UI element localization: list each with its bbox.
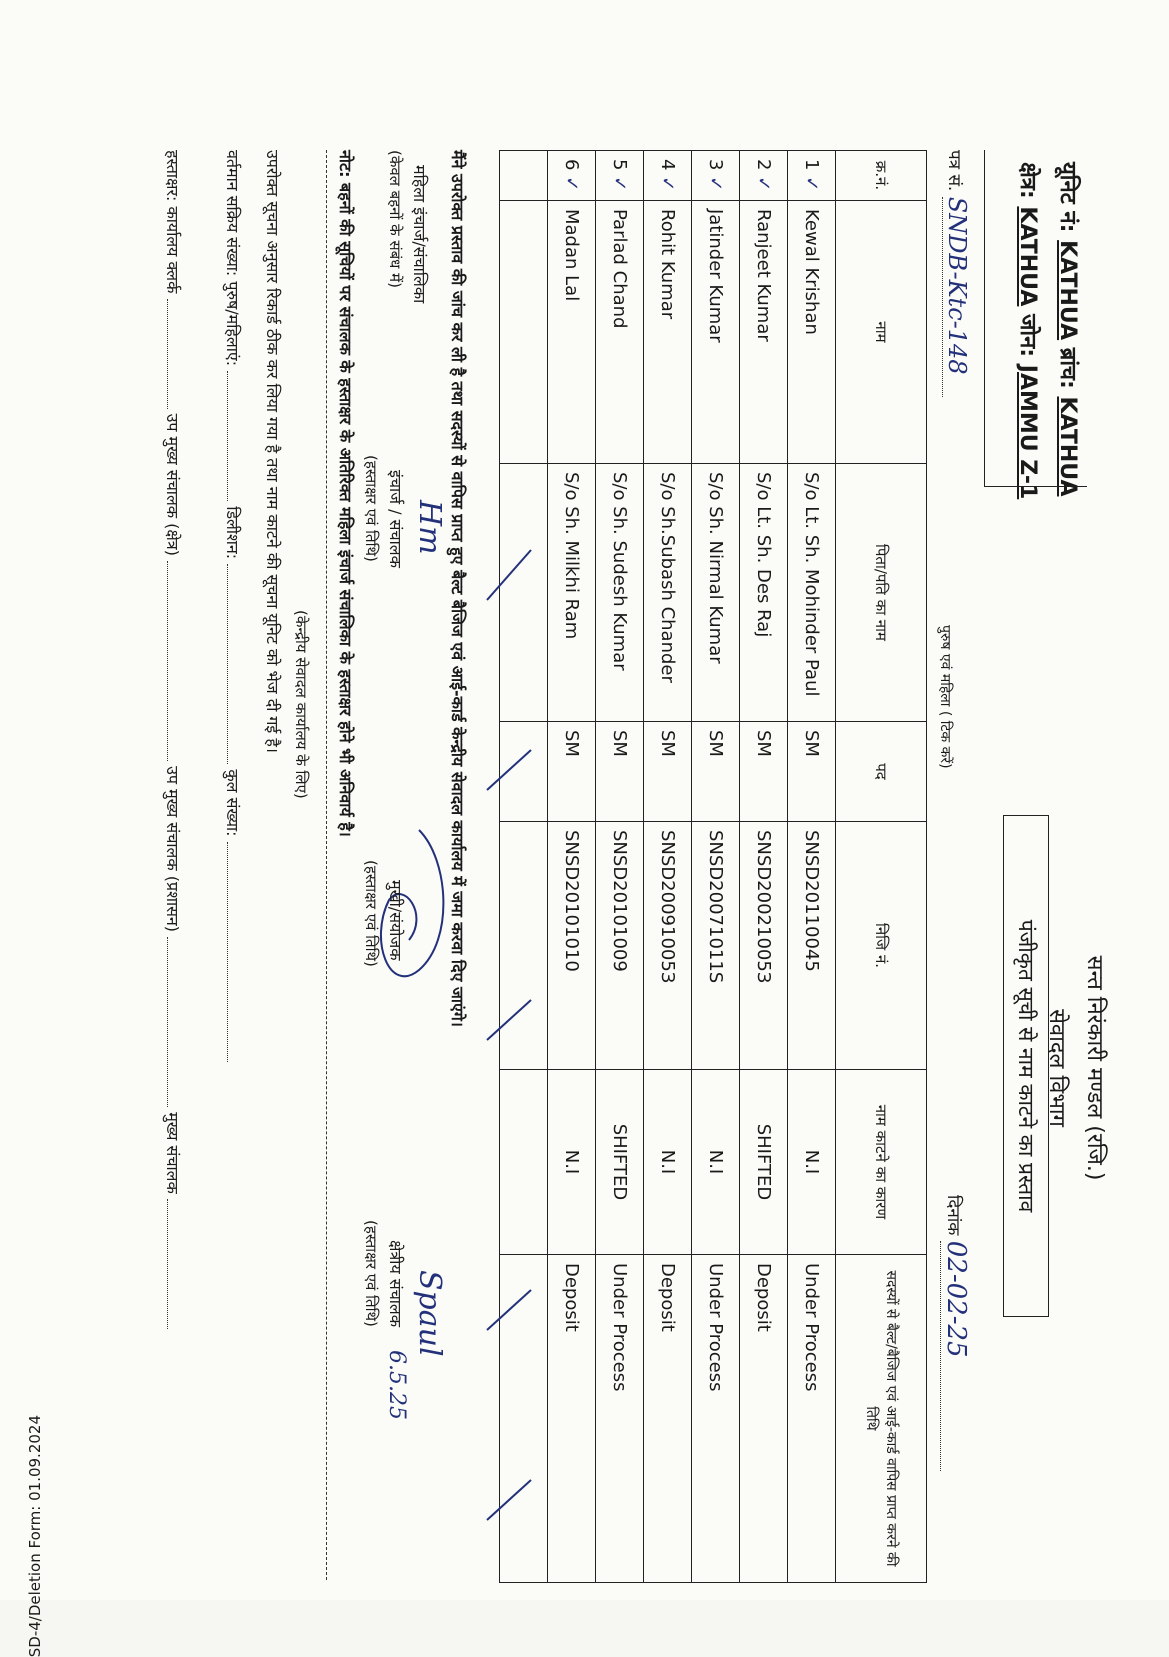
col-name: नाम	[836, 201, 927, 464]
regional-label: क्षेत्रीय संचालक	[386, 1240, 405, 1328]
table-row	[596, 151, 644, 1583]
date-row	[940, 1195, 971, 1471]
letter-no-label: पत्र सं.	[944, 150, 964, 192]
strike-mark	[487, 750, 531, 790]
cell-post: SM	[692, 722, 740, 822]
cell-return-date: Under Process	[788, 1255, 836, 1583]
blank-row-strikes	[479, 150, 539, 1582]
total-label: कुल संख्या:	[223, 769, 242, 837]
chief-label: मुख्य संचालक	[163, 1112, 182, 1194]
col-reason: नाम काटने का कारण	[836, 1070, 927, 1255]
form-code: SD-4/Deletion Form: 01.09.2024	[26, 1415, 44, 1657]
cell-return-date: Deposit	[548, 1255, 596, 1583]
col-post: पद	[836, 722, 927, 822]
table-row	[740, 151, 788, 1583]
date-value: 02-02-25	[940, 1241, 971, 1471]
table-row	[548, 151, 596, 1583]
cell-father: S/o Sh.Subash Chander	[644, 464, 692, 722]
cell-sr: 2 ✓	[740, 151, 788, 201]
gender-note: पुरुष एवं महिला ( टिक करें)	[937, 625, 953, 769]
title-box	[1003, 815, 1049, 1317]
women-incharge-label: महिला इंचार्ज/संचालिका	[410, 165, 429, 304]
cell-name: Madan Lal	[548, 201, 596, 464]
strike-mark	[487, 1290, 531, 1330]
mukhi-sign-date: (हस्ताक्षर एवं तिथि)	[362, 860, 380, 967]
area-value: KATHUA	[1015, 206, 1040, 307]
clerk-sign-label: हस्ताक्षर: कार्यालय क्लर्क	[163, 150, 182, 294]
cell-father: S/o Sh. Sudesh Kumar	[596, 464, 644, 722]
cell-sr: 3 ✓	[692, 151, 740, 201]
unit-value: KATHUA	[1055, 240, 1080, 341]
deputy-admin-label: उप मुख्य संचालक (प्रशासन)	[163, 766, 182, 933]
cell-personal-no: SNSD20021005З	[740, 822, 788, 1070]
table-header-row	[836, 151, 927, 1583]
unit-label: यूनिट नं:	[1055, 162, 1080, 233]
cell-post: SM	[548, 722, 596, 822]
cell-post: SM	[644, 722, 692, 822]
central-office-label: (केन्द्रीय सेवादल कार्यालय के लिए)	[292, 610, 310, 799]
incharge-sign-date: (हस्ताक्षर एवं तिथि)	[362, 455, 380, 562]
cell-reason: SHIFTED	[596, 1070, 644, 1255]
strike-mark	[487, 550, 531, 600]
branch-label: ब्रांच:	[1055, 347, 1080, 389]
cell-sr: 6 ✓	[548, 151, 596, 201]
cell-name: Jatinder Kumar	[692, 201, 740, 464]
cell-return-date: Deposit	[644, 1255, 692, 1583]
cell-father: S/o Lt. Sh. Mohinder Paul	[788, 464, 836, 722]
incharge-label: इंचार्ज / संचालक	[386, 470, 405, 568]
women-incharge-note: (केवल बहनों के संबंध में)	[386, 150, 404, 288]
col-sr: क्र.नं.	[836, 151, 927, 201]
col-return-date: सदस्यों से बैल्ट/बैजिज एवं आई-कार्ड वापिस प्राप्त करने की तिथि	[836, 1255, 927, 1583]
mukhi-label: मुखी/संयोजक	[386, 880, 405, 961]
cell-name: Rohit Kumar	[644, 201, 692, 464]
cell-name: Ranjeet Kumar	[740, 201, 788, 464]
col-father: पिता/पति का नाम	[836, 464, 927, 722]
deletion-table	[499, 150, 927, 1583]
zone-label: जोन:	[1015, 314, 1040, 358]
cell-post: SM	[788, 722, 836, 822]
regional-sign-date: 6.5.25	[384, 1350, 409, 1420]
cell-personal-no: SNSD20101009	[596, 822, 644, 1070]
central-line-1: उपरोक्त सूचना अनुसार रिकार्ड ठीक कर लिया गया है तथा नाम काटने की सूचना यूनिट को भेज दी गई है।	[263, 150, 282, 753]
cell-post: SM	[596, 722, 644, 822]
org-dept: सेवादल विभाग	[1044, 1009, 1069, 1127]
incharge-signature: Hm	[412, 500, 447, 555]
zone-value: JAMMU Z-1	[1015, 364, 1040, 500]
cell-personal-no: SNSD20071011S	[692, 822, 740, 1070]
area-label: क्षेत्र:	[1015, 162, 1040, 199]
cell-father: S/o Lt. Sh. Des Raj	[740, 464, 788, 722]
note: नोट: बहनों की सूचियों पर संचालक के हस्ताक्षर के अतिरिक्त महिला इंचार्ज संचालिका के हस्ताक्षर होने भी अनिवार्य है।	[336, 150, 355, 837]
cell-sr: 5 ✓	[596, 151, 644, 201]
declaration: मैंने उपरोक्त प्रस्ताव की जांच कर ली है तथा सदस्यों से वापिस प्राप्त हुए बैल्ट बैजिज एवं आई-कार्ड केन्द्रीय सेवादल कार्यालय में जमा करवा दिए जाएंगे।	[448, 150, 467, 1027]
separator	[326, 150, 327, 1580]
form-title: पंजीकृत सूची से नाम काटने का प्रस्ताव	[1014, 919, 1038, 1213]
letter-no-row	[942, 150, 971, 397]
cell-father: S/o Sh. Nirmal Kumar	[692, 464, 740, 722]
sign-row	[162, 150, 184, 1329]
cell-personal-no: SNSD20101010	[548, 822, 596, 1070]
branch-value: KATHUA	[1055, 396, 1080, 497]
table-row	[644, 151, 692, 1583]
cell-return-date: Under Process	[596, 1255, 644, 1583]
deletion-label: डिलीशन:	[223, 506, 242, 560]
cell-personal-no: SNSD20110045	[788, 822, 836, 1070]
date-label: दिनांक	[943, 1195, 963, 1236]
cell-father: S/o Sh. Milkhi Ram	[548, 464, 596, 722]
org-name: सन्त निरंकारी मण्डल (रजि.)	[1082, 955, 1107, 1181]
cell-reason: N.I	[788, 1070, 836, 1255]
cell-name: Kewal Krishan	[788, 201, 836, 464]
cell-sr: 1 ✓	[788, 151, 836, 201]
active-count-label: वर्तमान सक्रिय संख्या: पुरुष/महिलाएं:	[223, 150, 242, 367]
table-row	[788, 151, 836, 1583]
regional-sign-date-label: (हस्ताक्षर एवं तिथि)	[362, 1220, 380, 1327]
letter-no-value: SNDB-Ktc-148	[942, 197, 971, 397]
cell-reason: N.I	[692, 1070, 740, 1255]
cell-reason: N.I	[548, 1070, 596, 1255]
cell-return-date: Under Process	[692, 1255, 740, 1583]
cell-post: SM	[740, 722, 788, 822]
cell-personal-no: SNSD20091005З	[644, 822, 692, 1070]
col-personal-no: निजि नं.	[836, 822, 927, 1070]
active-count-row	[222, 150, 244, 1062]
cell-reason: N.I	[644, 1070, 692, 1255]
deputy-regional-label: उप मुख्य संचालक (क्षेत्र)	[163, 413, 182, 556]
table-row	[692, 151, 740, 1583]
unit-box-border	[984, 150, 1087, 487]
cell-sr: 4 ✓	[644, 151, 692, 201]
regional-signature: Spaul	[412, 1270, 447, 1357]
strike-mark	[487, 1000, 531, 1040]
cell-reason: SHIFTED	[740, 1070, 788, 1255]
strike-mark	[487, 1480, 531, 1520]
cell-return-date: Deposit	[740, 1255, 788, 1583]
cell-name: Parlad Chand	[596, 201, 644, 464]
